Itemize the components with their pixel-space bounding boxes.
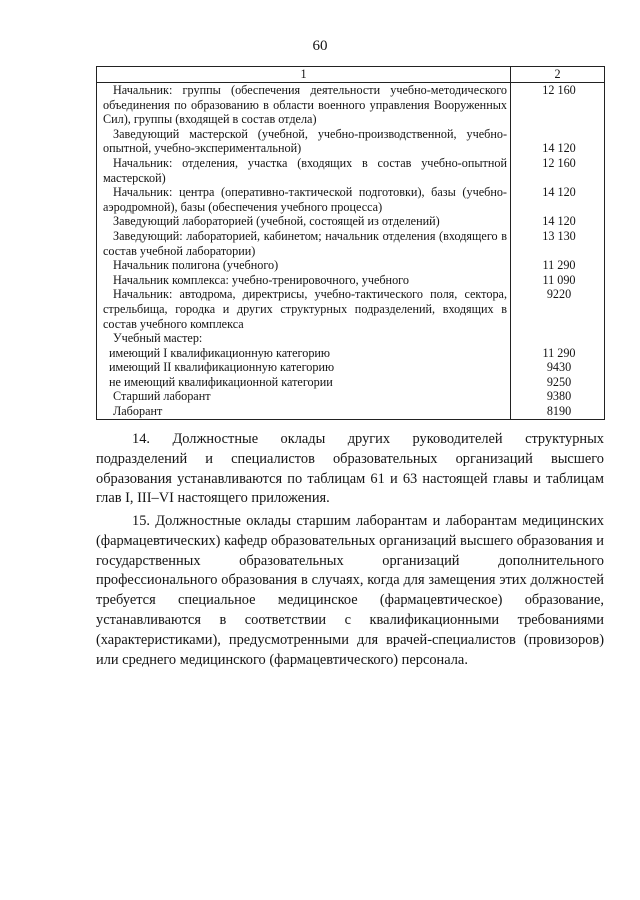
position-name: Начальник: автодрома, директрисы, учебно-тактического поля, сектора, стрельбища, городка и других структурных подразделений, входящих в состав учебного комплекса [97,287,511,331]
column-header-1: 1 [97,67,511,83]
table-row [97,156,605,185]
position-name: Заведующий: лабораторией, кабинетом; начальник отделения (входящего в состав учебной лаборатории) [97,229,511,258]
position-name: имеющий I квалификационную категорию [97,346,511,361]
salary-value: 8190 [511,404,605,419]
salary-value: 11 090 [511,273,605,288]
position-name: Начальник: центра (оперативно-тактической подготовки), базы (учебно-аэродромной), базы (обеспечения учебного процесса) [97,185,511,214]
position-name: Начальник полигона (учебного) [97,258,511,273]
table-row [97,389,605,404]
table-row [97,273,605,288]
table-header-row [97,67,605,83]
salary-value: 14 120 [511,127,605,156]
salary-value: 9220 [511,287,605,331]
salary-table [96,66,605,420]
page-number: 60 [312,38,328,54]
table-row [97,331,605,346]
position-name: не имеющий квалификационной категории [97,375,511,390]
position-name: Начальник: отделения, участка (входящих в состав учебно-опытной мастерской) [97,156,511,185]
salary-value [511,331,605,346]
table-row [97,258,605,273]
table-row [97,375,605,390]
salary-value: 9250 [511,375,605,390]
salary-value: 14 120 [511,185,605,214]
position-name: Учебный мастер: [97,331,511,346]
position-name: Начальник комплекса: учебно-тренировочного, учебного [97,273,511,288]
table-row [97,404,605,419]
salary-value: 14 120 [511,214,605,229]
table-row [97,214,605,229]
salary-value: 12 160 [511,156,605,185]
salary-value: 9430 [511,360,605,375]
position-name: Заведующий мастерской (учебной, учебно-производственной, учебно-опытной, учебно-экспериментальной) [97,127,511,156]
column-header-2: 2 [511,67,605,83]
position-name: Начальник: группы (обеспечения деятельности учебно-методического объединения по образованию в области военного управления Вооруженных Сил), группы (входящей в состав отдела) [97,83,511,127]
paragraph-14: 14. Должностные оклады других руководителей структурных подразделений и специалистов образовательных организаций высшего образования устанавливаются по таблицам 61 и 63 настоящей главы и таблицам глав I, III–VI настоящего приложения. [96,431,604,507]
position-name: Лаборант [97,404,511,419]
position-name: Заведующий лабораторией (учебной, состоящей из отделений) [97,214,511,229]
salary-value: 11 290 [511,346,605,361]
salary-value: 9380 [511,389,605,404]
table-row [97,346,605,361]
table-row [97,185,605,214]
salary-value: 12 160 [511,83,605,127]
paragraph-15: 15. Должностные оклады старшим лаборантам и лаборантам медицинских (фармацевтических) кафедр образовательных организаций высшего образования и государственных образовательных организаций дополнительного профессионального образования в случаях, когда для замещения этих должностей требуется специальное медицинское (фармацевтическое) образование, устанавливаются в соответствии с квалификационными требованиями (характеристиками), предусмотренными для врачей-специалистов (провизоров) или среднего медицинского (фармацевтического) персонала. [96,513,604,668]
salary-value: 13 130 [511,229,605,258]
table-row [97,287,605,331]
table-row [97,83,605,127]
position-name: имеющий II квалификационную категорию [97,360,511,375]
table-row [97,127,605,156]
table-row [97,229,605,258]
salary-value: 11 290 [511,258,605,273]
table-row [97,360,605,375]
position-name: Старший лаборант [97,389,511,404]
